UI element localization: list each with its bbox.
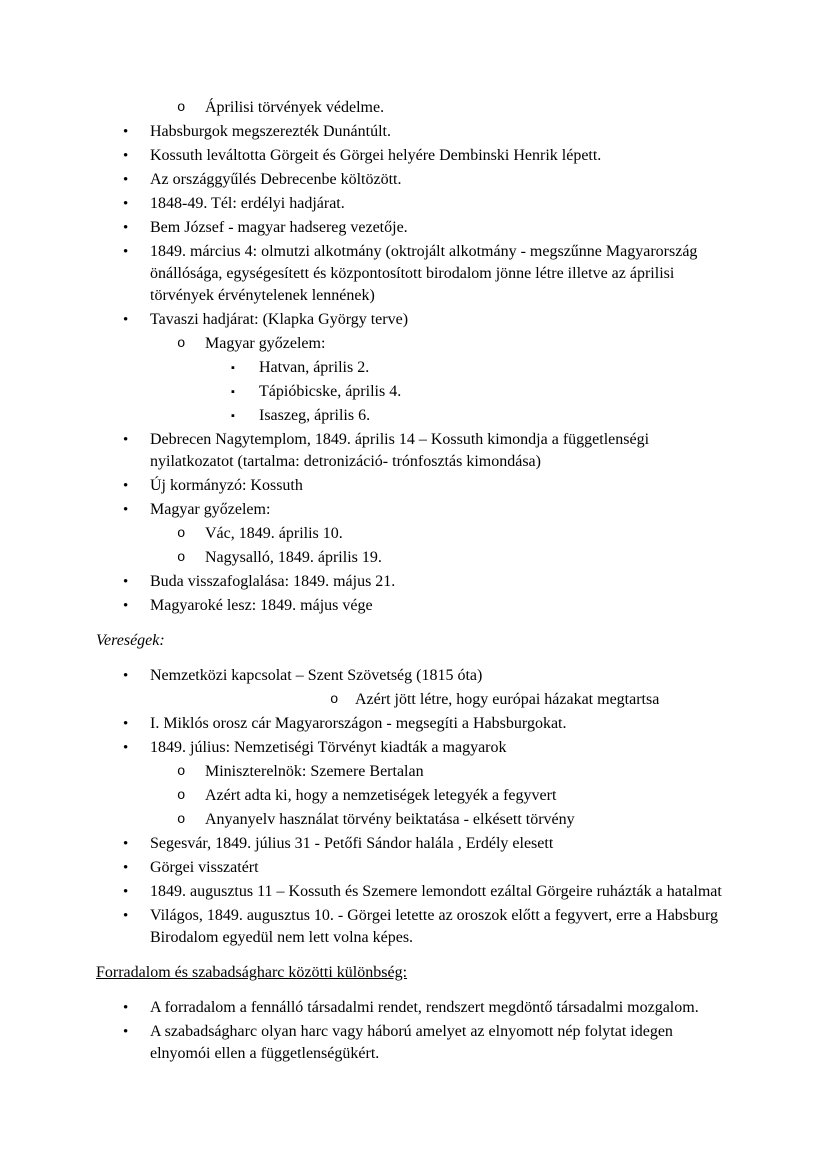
list-item	[0, 737, 735, 759]
list-item-text: 1849. július: Nemzetiségi Törvényt kiadták a magyarok	[150, 739, 507, 756]
list-item	[0, 121, 735, 143]
disc-bullet-icon: •	[123, 172, 129, 188]
list-item-text: Bem József - magyar hadsereg vezetője.	[150, 219, 408, 236]
list-item-text: Tápióbicske, április 4.	[259, 383, 402, 400]
disc-bullet-icon: •	[123, 432, 129, 448]
list-item-text: Nagysalló, 1849. április 19.	[205, 549, 382, 566]
list-item	[0, 309, 735, 331]
list-item-text: Debrecen Nagytemplom, 1849. április 14 – Kossuth kimondja a függetlenségi nyilatkozatot (tartalma: detronizáció- trónfosztás kimondása)	[150, 431, 650, 470]
list-item-text: Anyanyelv használat törvény beiktatása - elkésett törvény	[205, 811, 575, 828]
list-item	[0, 429, 735, 473]
list-item-text: I. Miklós orosz cár Magyarországon - megsegíti a Habsburgokat.	[150, 715, 567, 732]
list-item	[0, 523, 735, 545]
list-item-text: Kossuth leváltotta Görgeit és Görgei helyére Dembinski Henrik lépett.	[150, 147, 602, 164]
list-item	[0, 713, 735, 735]
circle-bullet-icon: o	[177, 788, 186, 804]
disc-bullet-icon: •	[123, 148, 129, 164]
document-content	[0, 97, 735, 1065]
list-item	[0, 241, 735, 307]
disc-bullet-icon: •	[123, 220, 129, 236]
list-item-text: 1848-49. Tél: erdélyi hadjárat.	[150, 195, 345, 212]
disc-bullet-icon: •	[123, 196, 129, 212]
list-item-text: Segesvár, 1849. július 31 - Petőfi Sándor halála , Erdély elesett	[150, 835, 554, 852]
disc-bullet-icon: •	[123, 884, 129, 900]
list-item-text: 1849. augusztus 11 – Kossuth és Szemere lemondott ezáltal Görgeire ruházták a hatalmat	[150, 883, 722, 900]
list-item	[0, 665, 735, 687]
list-item	[0, 333, 735, 355]
list-item-text: Azért adta ki, hogy a nemzetiségek letegyék a fegyvert	[205, 787, 557, 804]
circle-bullet-icon: o	[177, 526, 186, 542]
circle-bullet-icon: o	[177, 764, 186, 780]
list-item-text: Isaszeg, április 6.	[259, 407, 371, 424]
disc-bullet-icon: •	[123, 716, 129, 732]
disc-bullet-icon: •	[123, 312, 129, 328]
list-item-text: Görgei visszatért	[150, 859, 259, 876]
list-item	[0, 881, 735, 903]
disc-bullet-icon: •	[123, 502, 129, 518]
disc-bullet-icon: •	[123, 668, 129, 684]
list-item	[0, 1021, 735, 1065]
square-bullet-icon: ▪	[231, 410, 235, 422]
disc-bullet-icon: •	[123, 478, 129, 494]
list-item	[0, 809, 735, 831]
disc-bullet-icon: •	[123, 1024, 129, 1040]
list-item-text: A szabadságharc olyan harc vagy háború amelyet az elnyomott nép folytat idegen elnyomói ellen a függetlenségükért.	[150, 1023, 673, 1062]
section-heading: Vereségek:	[96, 632, 165, 649]
section-heading: Forradalom és szabadságharc közötti különbség:	[96, 964, 408, 981]
list-item	[0, 997, 735, 1019]
square-bullet-icon: ▪	[231, 386, 235, 398]
square-bullet-icon: ▪	[231, 362, 235, 374]
list-item-text: Tavaszi hadjárat: (Klapka György terve)	[150, 311, 409, 328]
list-item-text: Magyaroké lesz: 1849. május vége	[150, 597, 373, 614]
list-item	[0, 357, 735, 379]
list-item	[0, 217, 735, 239]
list-item	[0, 595, 735, 617]
list-item	[0, 547, 735, 569]
list-item-text: Új kormányzó: Kossuth	[150, 477, 303, 494]
list-item-text: A forradalom a fennálló társadalmi rendet, rendszert megdöntő társadalmi mozgalom.	[150, 999, 699, 1016]
list-item	[0, 381, 735, 403]
list-item	[0, 475, 735, 497]
disc-bullet-icon: •	[123, 124, 129, 140]
list-item-text: Nemzetközi kapcsolat – Szent Szövetség (1815 óta)	[150, 667, 483, 684]
list-item-text: Áprilisi törvények védelme.	[205, 99, 385, 116]
list-item-text: Világos, 1849. augusztus 10. - Görgei letette az oroszok előtt a fegyvert, erre a Habsburg Birodalom egyedül nem lett volna képes.	[150, 907, 719, 946]
circle-bullet-icon: o	[177, 336, 186, 352]
list-item-text: Az országgyűlés Debrecenbe költözött.	[150, 171, 402, 188]
list-item-text: Magyar győzelem:	[150, 501, 271, 518]
list-item	[0, 145, 735, 167]
circle-bullet-icon: o	[330, 692, 339, 708]
list-item-text: Habsburgok megszerezték Dunántúlt.	[150, 123, 391, 140]
list-item	[0, 857, 735, 879]
list-item	[0, 833, 735, 855]
list-item	[0, 193, 735, 215]
list-item	[0, 785, 735, 807]
list-item	[0, 689, 735, 711]
disc-bullet-icon: •	[123, 598, 129, 614]
circle-bullet-icon: o	[177, 550, 186, 566]
disc-bullet-icon: •	[123, 1000, 129, 1016]
disc-bullet-icon: •	[123, 244, 129, 260]
list-item	[0, 571, 735, 593]
disc-bullet-icon: •	[123, 740, 129, 756]
disc-bullet-icon: •	[123, 860, 129, 876]
list-item-text: Hatvan, április 2.	[259, 359, 370, 376]
list-item	[0, 761, 735, 783]
list-item	[0, 905, 735, 949]
list-item	[0, 97, 735, 119]
disc-bullet-icon: •	[123, 908, 129, 924]
list-item-text: Azért jött létre, hogy európai házakat megtartsa	[355, 691, 660, 708]
list-item	[0, 405, 735, 427]
list-item-text: 1849. március 4: olmutzi alkotmány (oktrojált alkotmány - megszűnne Magyarország önállósága, egységesített és központosított birodalom jönne létre illetve az áprilisi törvények érvénytelenek lennének)	[150, 243, 698, 304]
list-item	[0, 499, 735, 521]
list-item-text: Miniszterelnök: Szemere Bertalan	[205, 763, 424, 780]
disc-bullet-icon: •	[123, 574, 129, 590]
circle-bullet-icon: o	[177, 812, 186, 828]
list-item-text: Magyar győzelem:	[205, 335, 326, 352]
list-item	[0, 169, 735, 191]
disc-bullet-icon: •	[123, 836, 129, 852]
list-item-text: Buda visszafoglalása: 1849. május 21.	[150, 573, 396, 590]
circle-bullet-icon: o	[177, 100, 186, 116]
list-item-text: Vác, 1849. április 10.	[205, 525, 343, 542]
